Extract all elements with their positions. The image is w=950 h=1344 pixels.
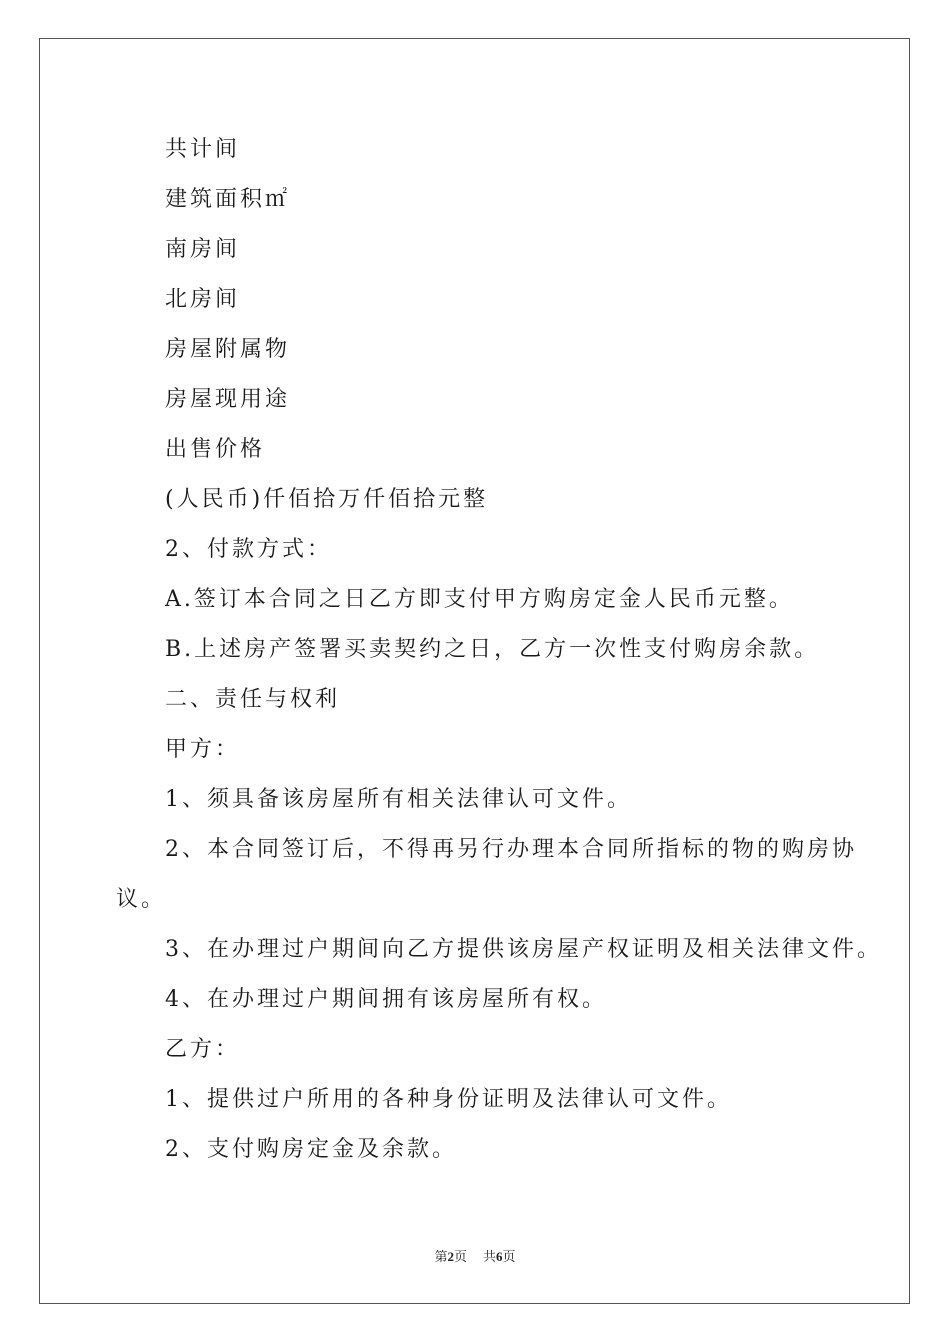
- doc-line-price-rmb: (人民币)仟佰拾万仟佰拾元整: [165, 487, 489, 512]
- doc-line-payment-method: 2、付款方式：: [165, 537, 332, 562]
- doc-line-north-room: 北房间: [165, 287, 241, 312]
- footer-page-prefix: 第: [434, 1249, 448, 1264]
- doc-line-payment-b: B.上述房产签署买卖契约之日，乙方一次性支付购房余款。: [165, 637, 820, 662]
- doc-line-party-a-item-2-cont: 议。: [116, 887, 167, 912]
- footer-total-pages: 6: [496, 1249, 503, 1264]
- doc-line-rooms-total: 共计间: [165, 137, 241, 162]
- doc-line-party-b-item-1: 1、提供过户所用的各种身份证明及法律认可文件。: [165, 1087, 732, 1112]
- footer-page-suffix: 页: [453, 1249, 467, 1264]
- doc-line-party-a: 甲方：: [165, 737, 241, 762]
- page-footer: [0, 1249, 950, 1265]
- doc-line-attachments: 房屋附属物: [165, 337, 291, 362]
- footer-page-number: 2: [447, 1249, 454, 1264]
- footer-total-prefix: 共: [483, 1249, 497, 1264]
- doc-line-party-b: 乙方：: [165, 1037, 241, 1062]
- doc-line-building-area: 建筑面积㎡: [165, 187, 291, 212]
- doc-line-payment-a: A.签订本合同之日乙方即支付甲方购房定金人民币元整。: [165, 587, 794, 612]
- doc-line-party-a-item-4: 4、在办理过户期间拥有该房屋所有权。: [165, 987, 607, 1012]
- doc-line-current-use: 房屋现用途: [165, 387, 291, 412]
- page-border: [39, 38, 910, 1304]
- footer-total-suffix: 页: [502, 1249, 516, 1264]
- doc-line-party-a-item-1: 1、须具备该房屋所有相关法律认可文件。: [165, 787, 632, 812]
- doc-line-sale-price: 出售价格: [165, 437, 266, 462]
- doc-line-section-duties: 二、责任与权利: [165, 687, 341, 712]
- doc-line-party-b-item-2: 2、支付购房定金及余款。: [165, 1137, 457, 1162]
- doc-line-south-room: 南房间: [165, 237, 241, 262]
- doc-line-party-a-item-3: 3、在办理过户期间向乙方提供该房屋产权证明及相关法律文件。: [165, 937, 882, 962]
- doc-line-party-a-item-2: 2、本合同签订后，不得再另行办理本合同所指标的物的购房协: [165, 837, 857, 862]
